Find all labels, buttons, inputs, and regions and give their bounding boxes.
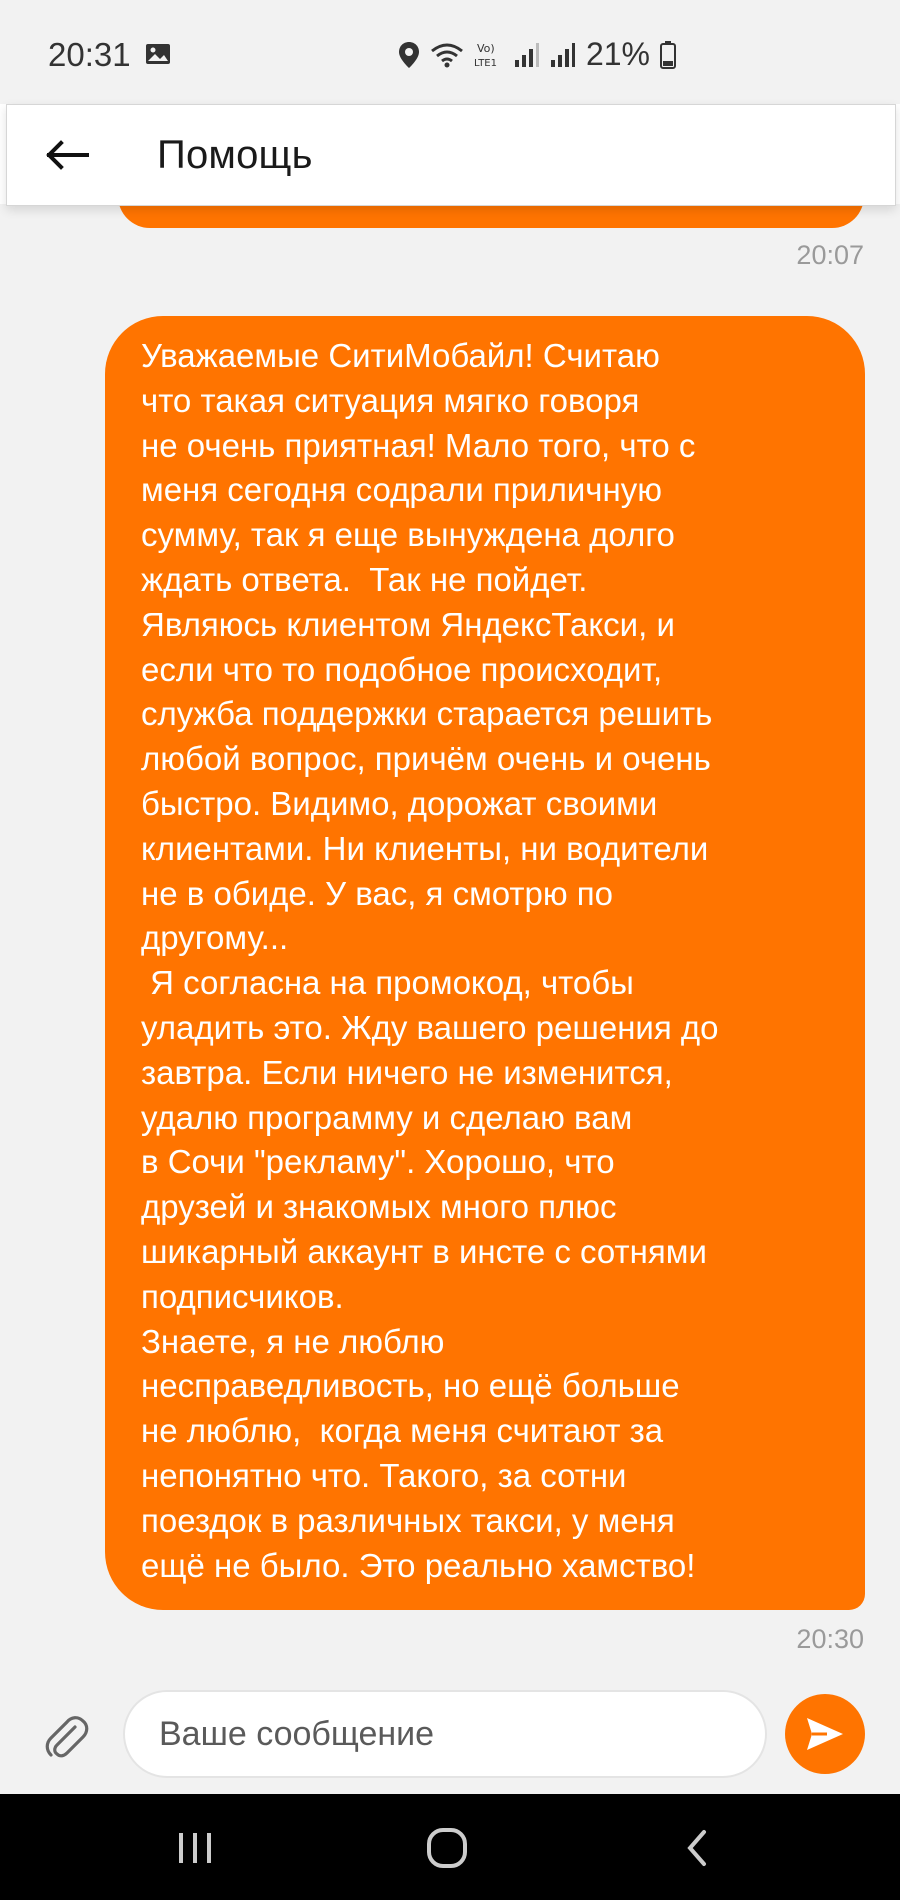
message-timestamp: 20:30 <box>796 1624 864 1654</box>
home-button[interactable] <box>412 1816 482 1880</box>
arrow-left-icon <box>45 140 89 170</box>
signal-icon <box>550 42 576 68</box>
back-nav-button[interactable] <box>662 1816 732 1880</box>
location-icon <box>398 41 420 69</box>
message-text: Уважаемые СитиМобайл! Считаю что такая ситуация мягко говоря не очень приятная! Мало того, что с меня сегодня содрали приличную сумму, так я еще вынуждена долго ждать ответа. Так не пойдет. Являюсь клиентом ЯндексТакси, и если что то подобное происходит, служба поддержки старается решить любой вопрос, причём очень и очень быстро. Видимо, дорожат своими клиентами. Ни клиенты, ни водители не в обиде. У вас, я смотрю по другому... Я согласна на промокод, чтобы уладить это. Жду вашего решения до завтра. Если ничего не изменится, удалю программу и сделаю вам в Сочи "рекламу". Хорошо, что друзей и знакомых много плюс шикарный аккаунт в инсте с сотнями подписчиков. Знаете, я не люблю несправедливость, но ещё больше не люблю, когда меня считают за непонятно что. Такого, за сотни поездок в различных такси, у меня ещё не было. Это реально хамство! <box>141 337 719 1584</box>
previous-message-bubble <box>118 204 864 228</box>
send-button[interactable] <box>785 1694 865 1774</box>
back-icon <box>682 1828 712 1868</box>
send-icon <box>805 1716 845 1752</box>
svg-text:Vo): Vo) <box>476 41 495 55</box>
status-time: 20:31 <box>48 36 131 73</box>
home-icon <box>425 1826 469 1870</box>
paperclip-icon <box>41 1713 91 1763</box>
outgoing-message-bubble <box>105 316 865 1610</box>
navigation-bar <box>0 1794 900 1900</box>
app-header <box>6 104 896 206</box>
svg-text:LTE1: LTE1 <box>473 57 497 69</box>
battery-level: 21% <box>585 36 650 72</box>
chat-area[interactable] <box>0 204 900 1674</box>
recents-button[interactable] <box>160 1816 230 1880</box>
page-title: Помощь <box>157 133 313 177</box>
attach-button[interactable] <box>36 1708 96 1768</box>
battery-icon <box>660 41 676 69</box>
signal-icon <box>514 42 540 68</box>
volte-icon <box>474 41 504 69</box>
recents-icon <box>175 1830 215 1866</box>
status-icons <box>398 36 676 73</box>
message-timestamp: 20:07 <box>796 240 864 270</box>
back-button[interactable] <box>37 127 97 183</box>
wifi-icon <box>430 42 464 68</box>
gallery-icon <box>145 43 171 65</box>
message-input[interactable] <box>123 1690 767 1778</box>
message-composer <box>0 1674 900 1794</box>
status-bar <box>0 0 900 104</box>
